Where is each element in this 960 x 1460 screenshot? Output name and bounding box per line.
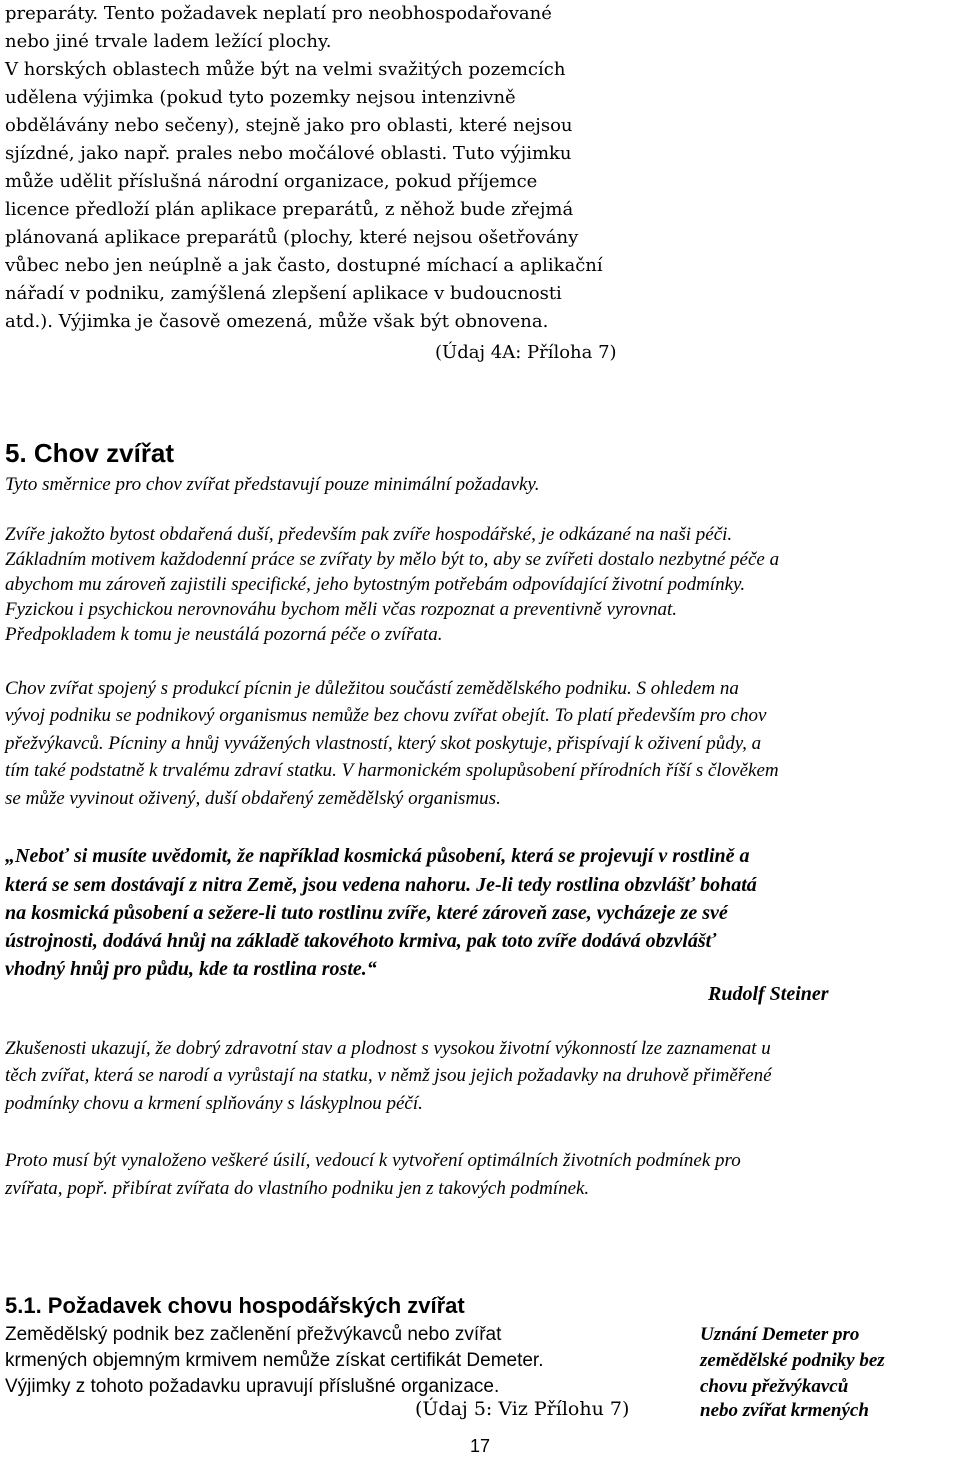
page-number: 17 xyxy=(470,1436,491,1456)
intro-line: licence předloží plán aplikace preparátů, z něhož bude zřejmá xyxy=(5,199,574,220)
para4-line: zvířata, popř. přibírat zvířata do vlastního podniku jen z takových podmínek. xyxy=(5,1178,590,1199)
para1-line: abychom mu zároveň zajistili specifické, jeho bytostným potřebám odpovídající životní podmínky. xyxy=(5,574,746,595)
para3-line: těch zvířat, která se narodí a vyrůstají na statku, v němž jsou jejich požadavky na druhově přiměřené xyxy=(5,1065,772,1086)
quote-line: která se sem dostávají z nitra Země, jsou vedena nahoru. Je-li tedy rostlina obzvlášť bohatá xyxy=(5,874,757,896)
intro-line: může udělit příslušná národní organizace, pokud příjemce xyxy=(5,171,538,192)
intro-line: V horských oblastech může být na velmi svažitých pozemcích xyxy=(5,59,566,80)
para1-line: Předpokladem k tomu je neustálá pozorná péče o zvířata. xyxy=(5,624,443,645)
para1-line: Zvíře jakožto bytost obdařená duší, především pak zvíře hospodářské, je odkázané na naši péči. xyxy=(5,524,733,545)
section-5-1-line: Zemědělský podnik bez začlenění přežvýkavců nebo zvířat xyxy=(5,1324,502,1345)
quote-line: „Neboť si musíte uvědomit, že například kosmická působení, která se projevují v rostlině a xyxy=(5,845,750,867)
para3-line: Zkušenosti ukazují, že dobrý zdravotní stav a plodnost s vysokou životní výkonností lze zaznamenat u xyxy=(5,1038,771,1059)
intro-line: plánovaná aplikace preparátů (plochy, které nejsou ošetřovány xyxy=(5,227,579,248)
intro-line: nebo jiné trvale ladem ležící plochy. xyxy=(5,31,332,52)
para3-line: podmínky chovu a krmení splňovány s láskyplnou péčí. xyxy=(5,1093,423,1114)
side-note-line: Uznání Demeter pro xyxy=(700,1324,860,1345)
intro-line: preparáty. Tento požadavek neplatí pro neobhospodařované xyxy=(5,3,552,24)
section-5-subtitle: Tyto směrnice pro chov zvířat představují pouze minimální požadavky. xyxy=(5,474,540,495)
section-5-1-line: krmených objemným krmivem nemůže získat certifikát Demeter. xyxy=(5,1350,544,1371)
quote-line: na kosmická působení a sežere-li tuto rostlinu zvíře, které zároveň zase, vycházeje ze své xyxy=(5,902,728,924)
side-note-line: nebo zvířat krmených xyxy=(700,1400,869,1421)
intro-reference: (Údaj 4A: Příloha 7) xyxy=(435,342,617,363)
section-5-heading: 5. Chov zvířat xyxy=(5,438,175,468)
para2-line: vývoj podniku se podnikový organismus nemůže bez chovu zvířat obejít. To platí především pro chov xyxy=(5,705,767,726)
para4-line: Proto musí být vynaloženo veškeré úsilí, vedoucí k vytvoření optimálních životních podmínek pro xyxy=(5,1150,741,1171)
intro-line: sjízdné, jako např. prales nebo močálové oblasti. Tuto výjimku xyxy=(5,143,572,164)
quote-author: Rudolf Steiner xyxy=(708,983,829,1005)
intro-line: udělena výjimka (pokud tyto pozemky nejsou intenzivně xyxy=(5,87,516,108)
intro-line: vůbec nebo jen neúplně a jak často, dostupné míchací a aplikační xyxy=(5,255,603,276)
para1-line: Fyzickou i psychickou nerovnováhu bychom měli včas rozpoznat a preventivně vyrovnat. xyxy=(5,599,677,620)
para1-line: Základním motivem každodenní práce se zvířaty by mělo být to, aby se zvířeti dostalo nezbytné péče a xyxy=(5,549,780,570)
para2-line: Chov zvířat spojený s produkcí pícnin je důležitou součástí zemědělského podniku. S ohledem na xyxy=(5,678,739,699)
para2-line: přežvýkavců. Pícniny a hnůj vyvážených vlastností, který skot poskytuje, přispívají k oživení půdy, a xyxy=(5,733,762,754)
section-5-1-reference: (Údaj 5: Viz Přílohu 7) xyxy=(415,1398,630,1420)
intro-line: obdělávány nebo sečeny), stejně jako pro oblasti, které nejsou xyxy=(5,115,573,136)
para2-line: tím také podstatně k trvalému zdraví statku. V harmonickém spolupůsobení přírodních říší s člověkem xyxy=(5,760,779,781)
quote-line: ústrojnosti, dodává hnůj na základě takovéhoto krmiva, pak toto zvíře dodává obzvlášť xyxy=(5,930,717,952)
intro-line: atd.). Výjimka je časově omezená, může však být obnovena. xyxy=(5,311,549,332)
para2-line: se může vyvinout oživený, duší obdařený zemědělský organismus. xyxy=(5,788,501,809)
quote-line: vhodný hnůj pro půdu, kde ta rostlina roste.“ xyxy=(5,958,377,980)
intro-line: nářadí v podniku, zamýšlená zlepšení aplikace v budoucnosti xyxy=(5,283,562,304)
side-note-line: zemědělské podniky bez xyxy=(700,1350,885,1371)
section-5-1-line: Výjimky z tohoto požadavku upravují příslušné organizace. xyxy=(5,1376,500,1397)
side-note-line: chovu přežvýkavců xyxy=(700,1376,849,1397)
section-5-1-heading: 5.1. Požadavek chovu hospodářských zvířat xyxy=(5,1293,465,1318)
